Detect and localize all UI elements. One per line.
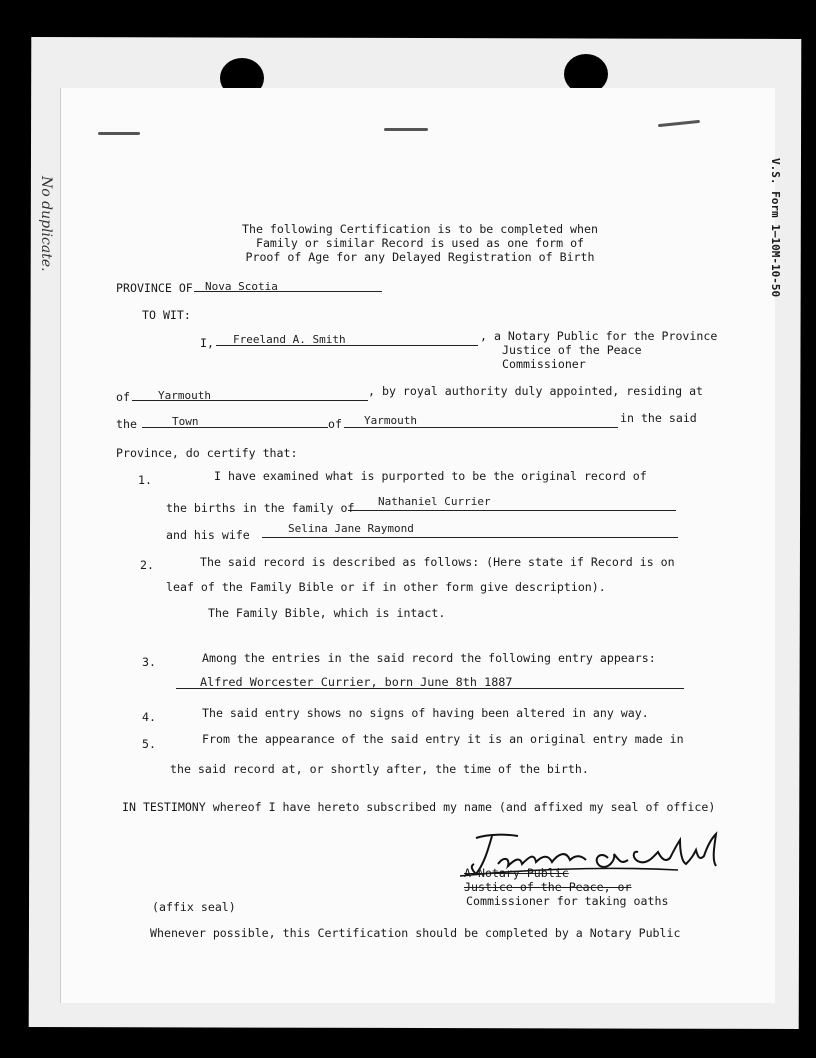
justice-of-peace-struck — [464, 880, 632, 894]
family-line — [348, 510, 676, 511]
item-2-number: 2. — [140, 558, 154, 572]
item-1-text-b: the births in the family of — [166, 501, 355, 515]
the-value: Town — [172, 415, 199, 428]
of-label: of — [116, 390, 130, 404]
item-5-text-b: the said record at, or shortly after, the time of the birth. — [170, 762, 589, 776]
to-wit-label: TO WIT: — [142, 308, 191, 322]
item-1-text-c: and his wife — [166, 528, 250, 542]
fastener-mark-left — [98, 132, 140, 135]
item-1-number: 1. — [138, 473, 152, 487]
name-value: Freeland A. Smith — [233, 333, 346, 346]
notary-public-text: A Notary Public — [464, 866, 569, 880]
heading-line-2: Family or similar Record is used as one form of — [255, 236, 585, 250]
of2-line — [344, 427, 618, 428]
commissioner-text: Commissioner for taking oaths — [466, 894, 669, 908]
heading-line-1: The following Certification is to be completed when — [242, 222, 598, 236]
margin-note: No duplicate. — [38, 176, 54, 272]
province-value: Nova Scotia — [205, 280, 278, 293]
item-3-number: 3. — [142, 655, 156, 669]
of-value: Yarmouth — [158, 389, 211, 402]
item-5-number: 5. — [142, 737, 156, 751]
item-1-text-a: I have examined what is purported to be the original record of — [214, 469, 647, 483]
item-3-text-a: Among the entries in the said record the following entry appears: — [202, 651, 656, 665]
footer-text: Whenever possible, this Certification should be completed by a Notary Public — [150, 926, 681, 940]
wife-value: Selina Jane Raymond — [288, 522, 414, 535]
appointed-text: , by royal authority duly appointed, residing at — [368, 384, 704, 398]
i-label: I, — [200, 336, 214, 350]
province-label: PROVINCE OF — [116, 281, 193, 295]
of2-label: of — [328, 417, 342, 431]
title-option-notary: , a Notary Public for the Province — [480, 329, 718, 343]
notary-public-struck — [464, 866, 569, 880]
title-option-commissioner: Commissioner — [502, 357, 586, 371]
item-5-text-a: From the appearance of the said entry it is an original entry made in — [202, 732, 684, 746]
province-certify: Province, do certify that: — [116, 446, 298, 460]
in-said-text: in the said — [620, 411, 697, 425]
entry-value: Alfred Worcester Currier, born June 8th 1887 — [200, 675, 513, 689]
the-label: the — [116, 417, 137, 431]
wife-line — [262, 537, 678, 538]
item-2-text-c: The Family Bible, which is intact. — [208, 606, 446, 620]
affix-seal-text: (affix seal) — [152, 900, 236, 914]
item-4-text: The said entry shows no signs of having been altered in any way. — [202, 706, 649, 720]
item-4-number: 4. — [142, 710, 156, 724]
the-line — [142, 427, 328, 428]
heading-line-3: Proof of Age for any Delayed Registration of Birth — [245, 250, 595, 264]
item-2-text-b: leaf of the Family Bible or if in other form give description). — [166, 580, 606, 594]
family-value: Nathaniel Currier — [378, 495, 491, 508]
title-option-jp: Justice of the Peace — [502, 343, 642, 357]
item-2-text-a: The said record is described as follows: (Here state if Record is on — [200, 555, 675, 569]
justice-of-peace-text: Justice of the Peace, or — [464, 880, 632, 894]
testimony-text: IN TESTIMONY whereof I have hereto subscribed my name (and affixed my seal of office) — [122, 800, 716, 814]
fastener-mark-center — [384, 128, 428, 131]
form-number-label: V.S. Form 1—10M-10-50 — [769, 158, 782, 298]
of2-value: Yarmouth — [364, 414, 417, 427]
